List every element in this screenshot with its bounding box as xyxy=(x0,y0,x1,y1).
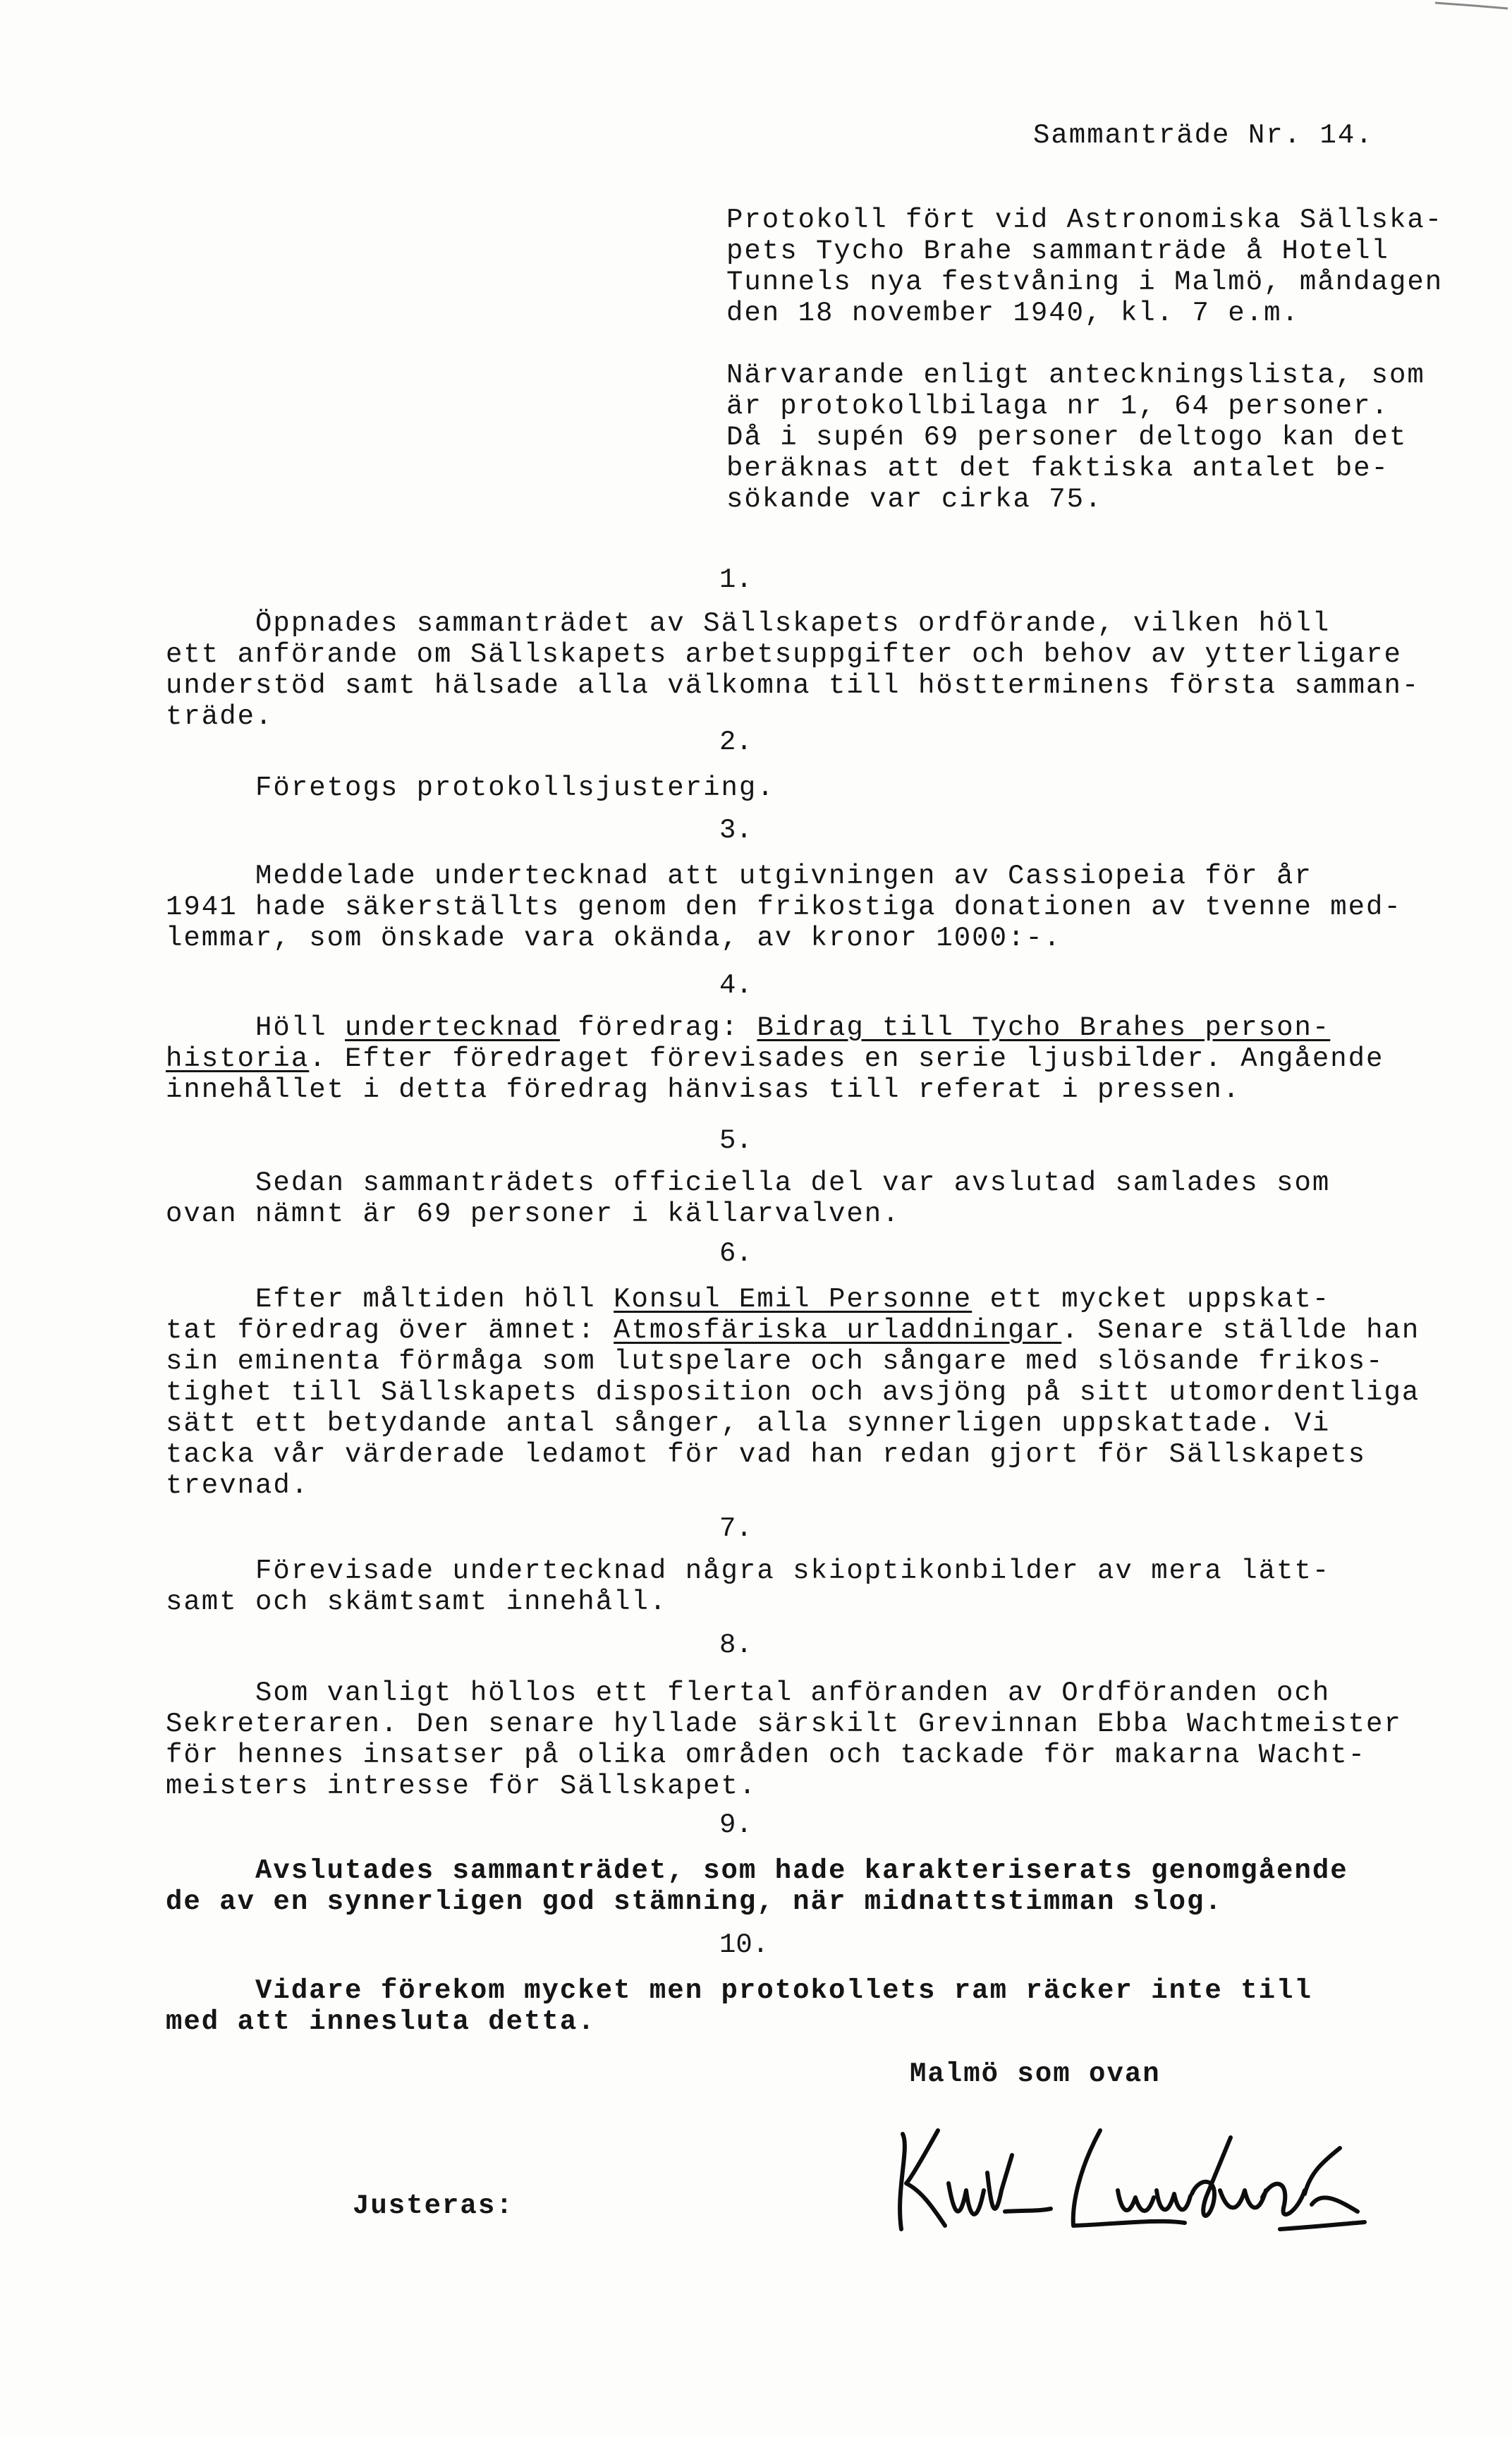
section-text xyxy=(166,1284,1420,1501)
attestation-label: Justeras: xyxy=(353,2190,514,2221)
closing-place: Malmö som ovan xyxy=(910,2058,1161,2090)
underlined-title: historia xyxy=(166,1043,310,1074)
section-number: 9. xyxy=(719,1809,752,1840)
section-number: 2. xyxy=(719,727,752,758)
section-text: Öppnades sammanträdet av Sällskapets ordförande, vilken höll ett anförande om Sällskapets arbetsuppgifter och behov av ytterligare understöd samt hälsade alla välkomna till höstterminens första samman- träde. xyxy=(166,608,1420,732)
section-text xyxy=(166,1012,1384,1105)
underlined-title: Bidrag till Tycho Brahes person- xyxy=(757,1012,1331,1043)
section-text-part: Efter måltiden höll xyxy=(166,1284,614,1315)
section-text-part: Höll xyxy=(166,1012,346,1043)
underlined-name: undertecknad xyxy=(345,1012,560,1043)
section-number: 3. xyxy=(719,815,752,846)
section-number: 1. xyxy=(719,564,752,595)
scan-artifact xyxy=(1432,0,1509,21)
section-text: Förevisade undertecknad några skioptikonbilder av mera lätt- samt och skämtsamt innehåll. xyxy=(166,1555,1331,1618)
section-text-part: . Efter föredraget förevisades en serie ljusbilder. Angående innehållet i detta föredrag hänvisas till referat i pressen. xyxy=(166,1043,1384,1105)
section-number: 10. xyxy=(719,1929,769,1960)
section-text: Vidare förekom mycket men protokollets ram räcker inte till med att innesluta detta. xyxy=(166,1975,1312,2037)
section-number: 5. xyxy=(719,1125,752,1156)
meeting-number: Sammanträde Nr. 14. xyxy=(1033,120,1374,151)
section-number: 7. xyxy=(719,1513,752,1544)
underlined-title: Atmosfäriska urladdningar xyxy=(614,1315,1062,1346)
underlined-name: Konsul Emil Personne xyxy=(614,1284,973,1315)
section-number: 8. xyxy=(719,1630,752,1661)
section-text: Sedan sammanträdets officiella del var avslutad samlades som ovan nämnt är 69 personer i källarvalven. xyxy=(166,1168,1331,1230)
section-text: Som vanligt höllos ett flertal anföranden av Ordföranden och Sekreteraren. Den senare hyllade särskilt Grevinnan Ebba Wachtmeister för hennes insatser på olika områden och tackade för makarna Wacht- meisters intresse för Sällskapet. xyxy=(166,1678,1402,1802)
attendance-paragraph: Närvarande enligt anteckningslista, som är protokollbilaga nr 1, 64 personer. Då i supén 69 personer deltogo kan det beräknas att det faktiska antalet be- sökande var cirka 75. xyxy=(726,360,1425,515)
section-text-part: ett mycket uppskat- tat föredrag över ämnet: xyxy=(166,1284,1331,1346)
section-text-part: . Senare ställde han sin eminenta förmåga som lutspelare och sångare med slösande frikos- tighet till Sällskapets disposition och avsjöng på sitt utomordentliga sätt ett betydande antal sånger, alla synnerligen uppskattade. Vi tacka vår värderade ledamot för vad han redan gjort för Sällskapets trevnad. xyxy=(166,1315,1420,1501)
section-text: Företogs protokollsjustering. xyxy=(166,772,775,803)
section-number: 6. xyxy=(719,1238,752,1269)
intro-paragraph: Protokoll fört vid Astronomiska Sällska- pets Tycho Brahe sammanträde å Hotell Tunnels nya festvåning i Malmö, måndagen den 18 november 1940, kl. 7 e.m. xyxy=(726,205,1444,329)
section-text: Meddelade undertecknad att utgivningen av Cassiopeia för år 1941 hade säkerställts genom den frikostiga donationen av tvenne med- lemmar, som önskade vara okända, av kronor 1000:-. xyxy=(166,861,1402,954)
section-text: Avslutades sammanträdet, som hade karakteriserats genomgående de av en synnerligen god stämning, när midnattstimman slog. xyxy=(166,1855,1348,1917)
handwritten-signature xyxy=(889,2106,1368,2240)
section-number: 4. xyxy=(719,970,752,1001)
section-text-part: föredrag: xyxy=(559,1012,757,1043)
